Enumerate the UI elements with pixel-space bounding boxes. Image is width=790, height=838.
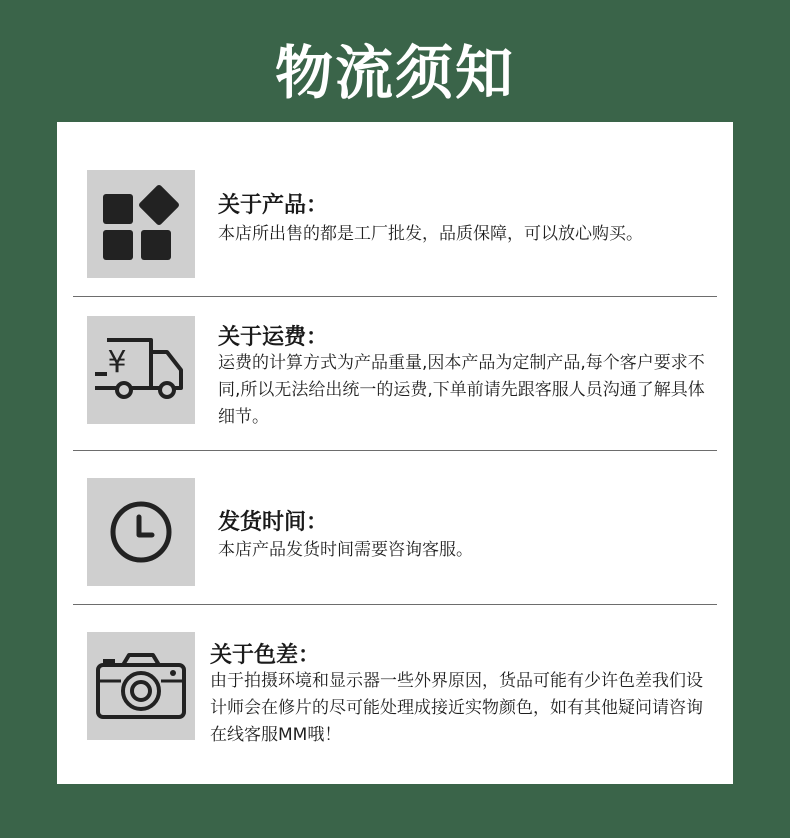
grid-diamond-icon [87,170,195,278]
clock-icon [87,478,195,586]
notice-card [57,122,733,784]
yen-truck-icon [87,316,195,424]
section-heading: 关于产品： [218,193,329,218]
section-body: 由于拍摄环境和显示器一些外界原因，货品可能有少许色差我们设计师会在修片的尽可能处理成接近实物颜色，如有其他疑问请咨询在线客服MM哦！ [210,671,703,745]
camera-icon [87,632,195,740]
section-body: 本店所出售的都是工厂批发，品质保障，可以放心购买。 [218,224,643,244]
yen-symbol: ¥ [107,345,127,380]
divider [73,450,717,451]
divider [73,296,717,297]
section-heading: 发货时间： [218,510,329,535]
section-heading: 关于运费： [218,325,329,350]
section-body: 本店产品发货时间需要咨询客服。 [218,540,473,560]
page-title: 物流须知 [274,39,515,107]
section-body: 运费的计算方式为产品重量,因本产品为定制产品,每个客户要求不同,所以无法给出统一的运费,下单前请先跟客服人员沟通了解具体细节。 [218,353,705,427]
divider [73,604,717,605]
section-heading: 关于色差： [210,643,321,668]
